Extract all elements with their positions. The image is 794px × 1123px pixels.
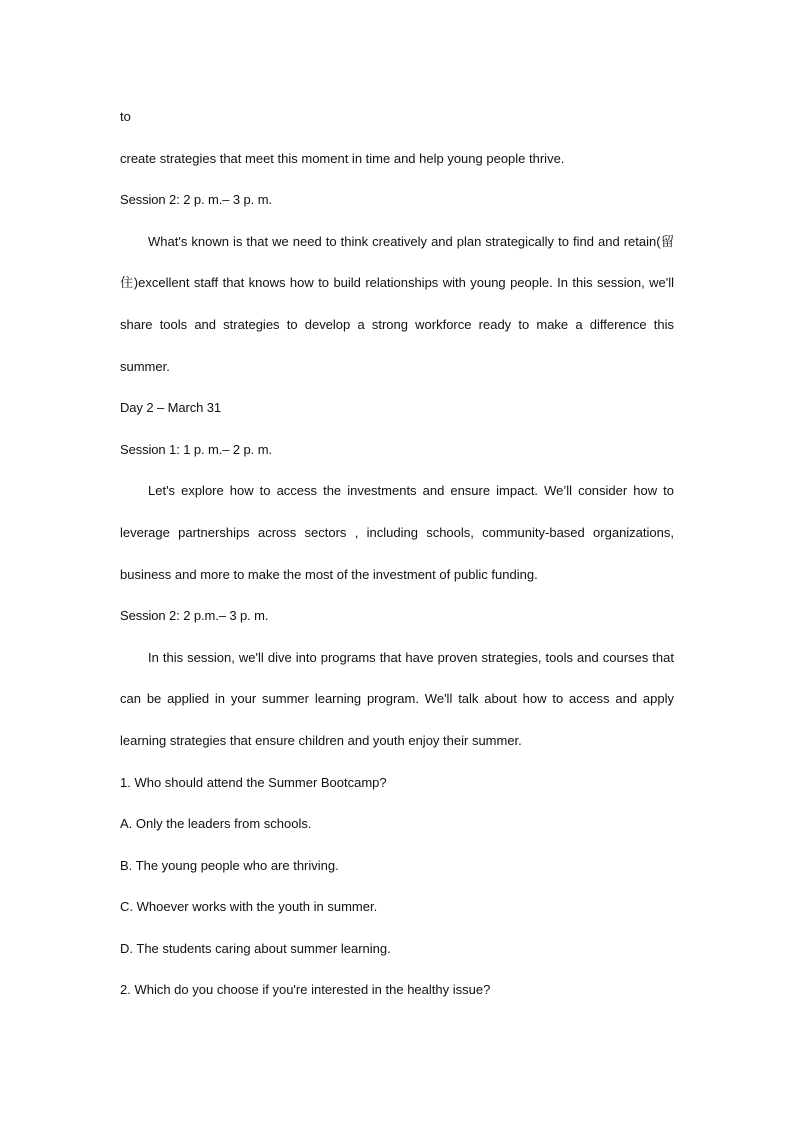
question-1-option-a: A. Only the leaders from schools. — [120, 816, 312, 832]
day1-session2-body: What's known is that we need to think creatively and plan strategically to find and retain(留住)excellent staff that knows how to build relationships with young people. In this session, we'll share tools and strategies to develop a strong workforce ready to make a difference this summer. — [120, 233, 674, 374]
day2-session2-body: In this session, we'll dive into programs that have proven strategies, tools and courses that can be applied in your summer learning program. We'll talk about how to access and apply learning strategies that ensure children and youth enjoy their summer. — [120, 649, 674, 748]
day2-session1-heading: Session 1: 1 p. m.– 2 p. m. — [120, 441, 272, 457]
day2-heading: Day 2 – March 31 — [120, 400, 222, 416]
question-1-option-c: C. Whoever works with the youth in summer. — [120, 899, 378, 915]
question-2-prompt: 2. Which do you choose if you're interested in the healthy issue? — [120, 982, 491, 998]
day2-session1-body: Let's explore how to access the investments and ensure impact. We’ll consider how to leverage partnerships across sectors , including schools, community-based organizations, business and more to make the most of the investment of public funding. — [120, 483, 674, 582]
day2-session2-heading: Session 2: 2 p.m.– 3 p. m. — [120, 608, 269, 624]
text-fragment-create: create strategies that meet this moment in time and help young people thrive. — [120, 150, 565, 166]
question-1-prompt: 1. Who should attend the Summer Bootcamp? — [120, 774, 387, 790]
question-1-option-b: B. The young people who are thriving. — [120, 857, 339, 873]
document-page — [120, 96, 674, 1011]
day1-session2-heading: Session 2: 2 p. m.– 3 p. m. — [120, 192, 272, 208]
question-1-option-d: D. The students caring about summer learning. — [120, 940, 391, 956]
text-fragment-to: to — [120, 109, 131, 124]
